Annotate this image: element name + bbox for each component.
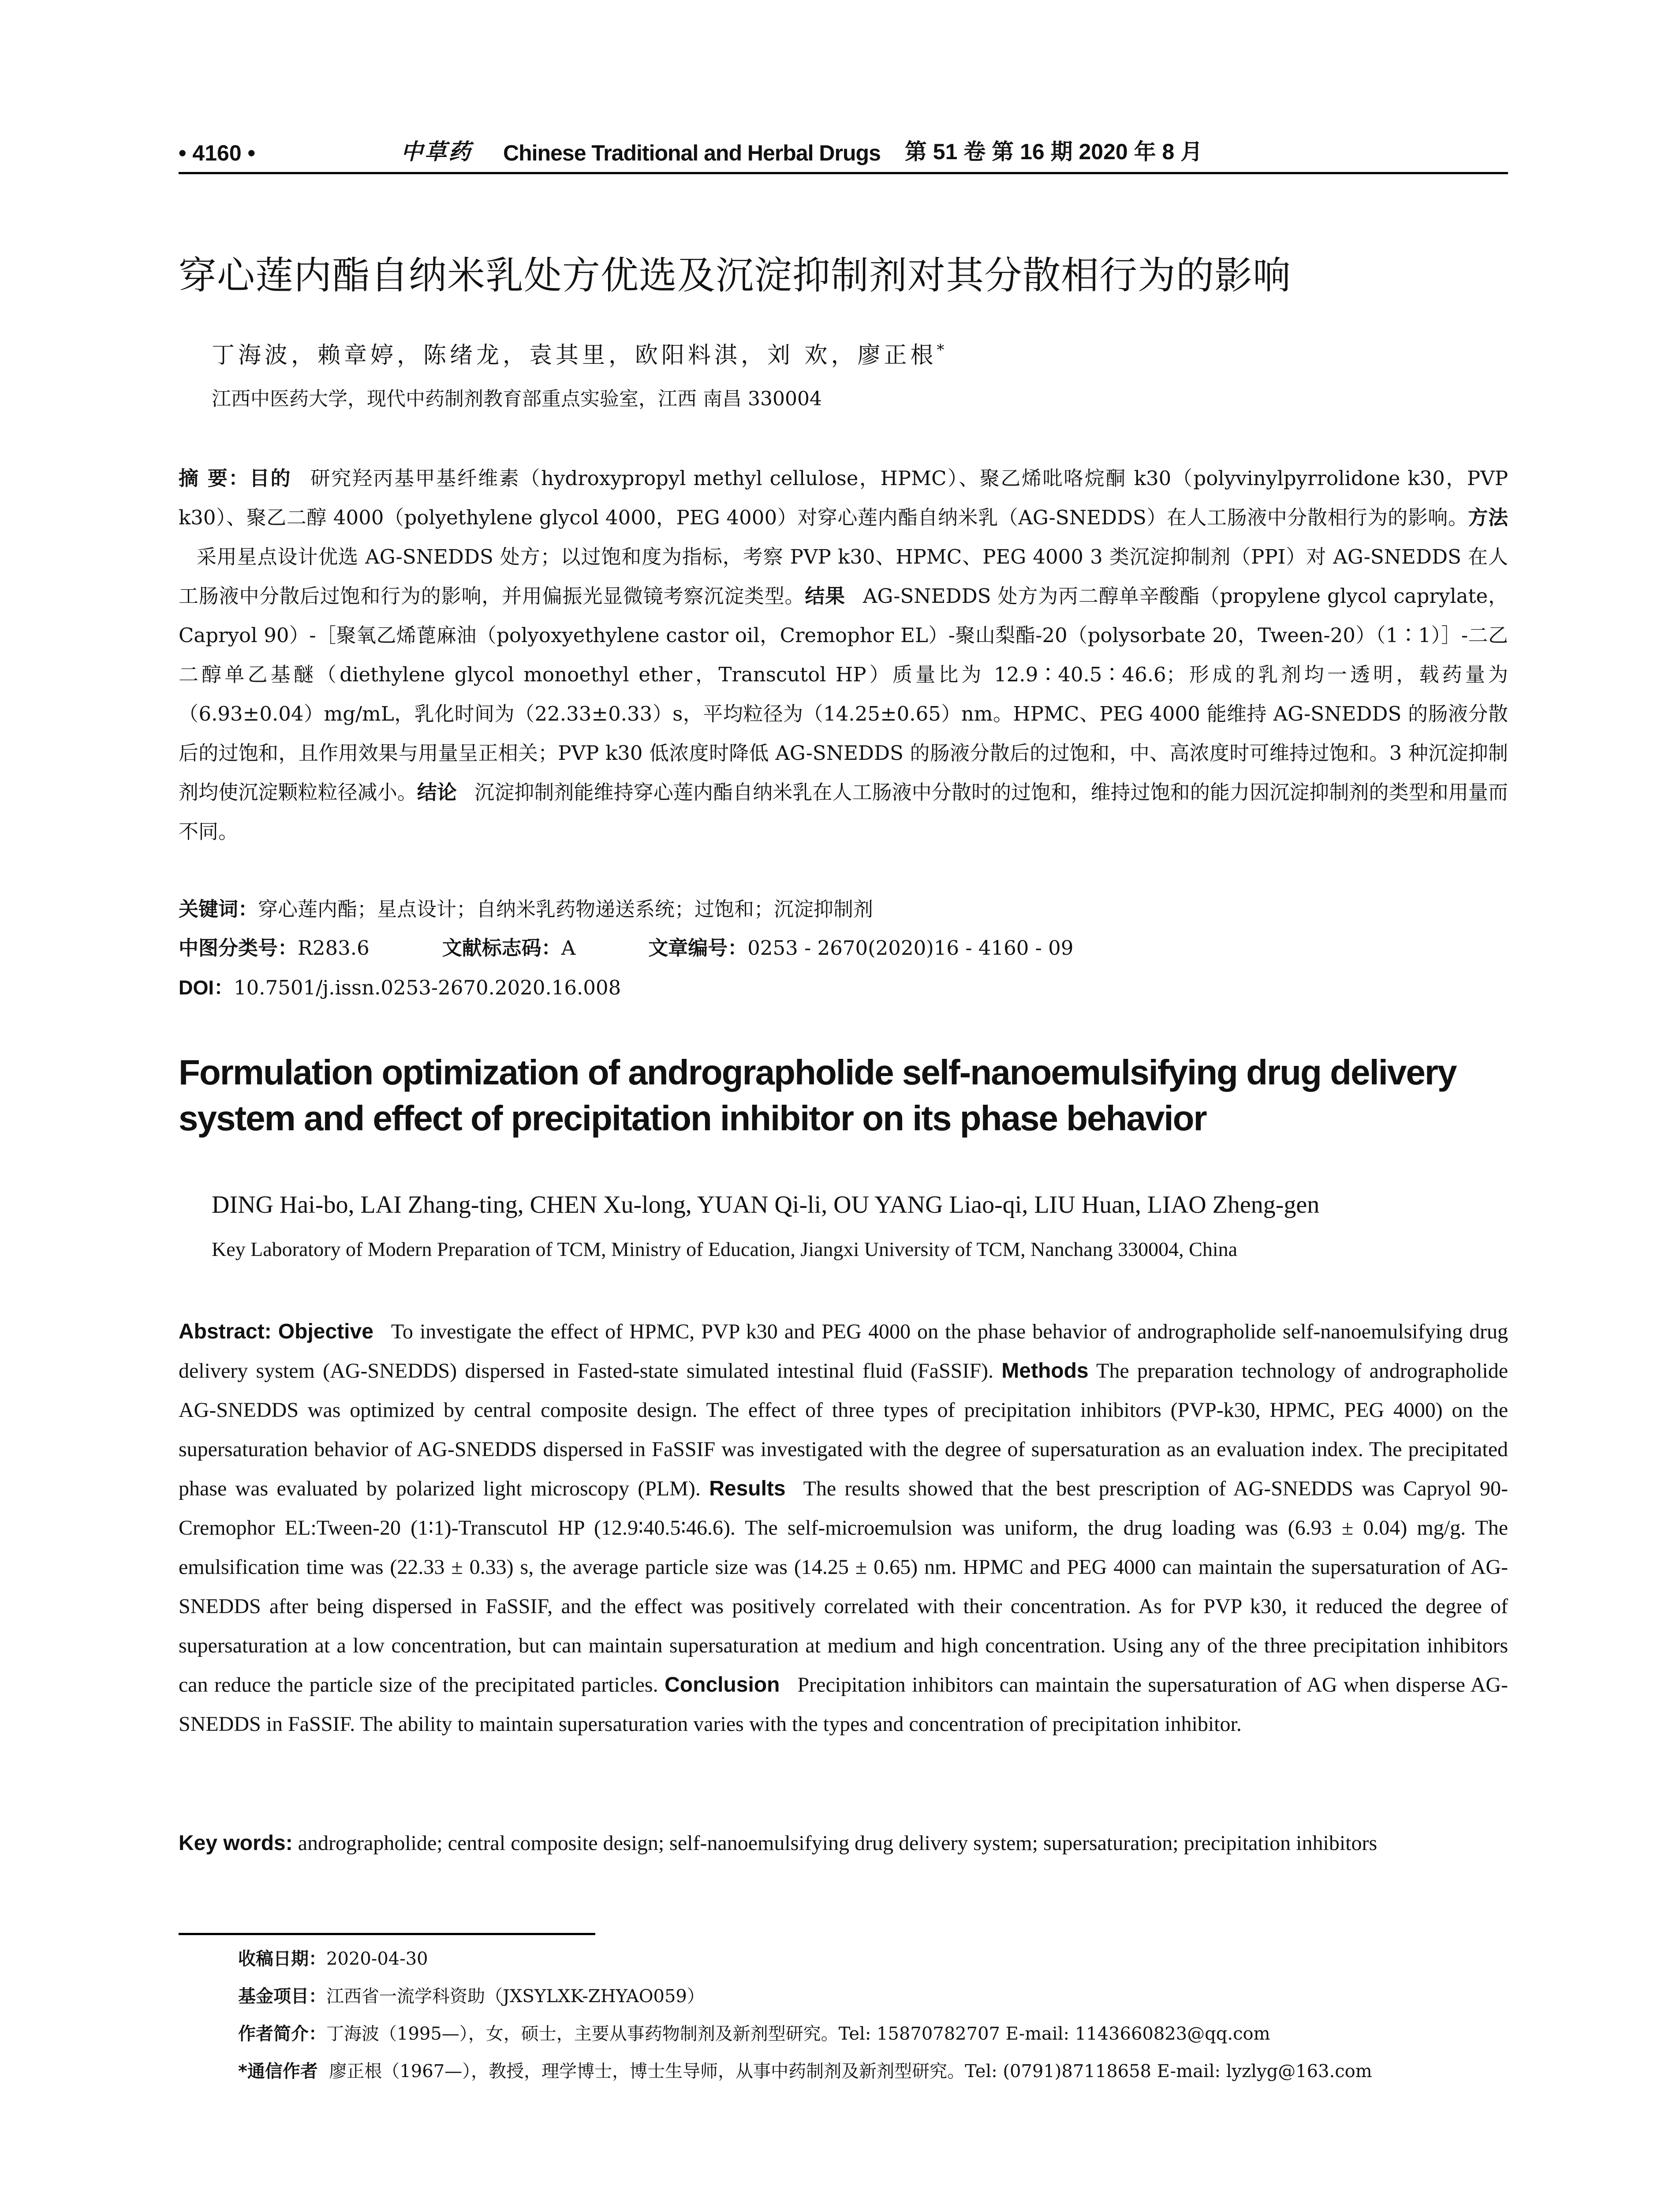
corr-text: 廖正根（1967—），教授，理学博士，博士生导师，从事中药制剂及新剂型研究。Tel: (0791)87118658 E-mail: lyzlyg@163.com: [329, 2061, 1372, 2082]
authors-cn: [212, 336, 1508, 370]
article-no-label: 文章编号：: [648, 936, 748, 960]
affiliation-en: Key Laboratory of Modern Preparation of TCM, Ministry of Education, Jiangxi University of TCM, Nanchang 330004, China: [212, 1238, 1238, 1260]
fund-text: 江西省一流学科资助（JXSYLXK-ZHYAO059）: [326, 1986, 705, 2007]
doc-code-label: 文献标志码：: [442, 936, 561, 960]
keywords-en-text: andrographolide; central composite design; self-nanoemulsifying drug delivery system; supersaturation; precipitation inhibitors: [298, 1831, 1378, 1855]
bio-text: 丁海波（1995—），女，硕士，主要从事药物制剂及新剂型研究。Tel: 15870782707 E-mail: 1143660823@qq.com: [326, 2024, 1270, 2044]
authors-en: DING Hai-bo, LAI Zhang-ting, CHEN Xu-long, YUAN Qi-li, OU YANG Liao-qi, LIU Huan, LIAO Zheng-gen: [212, 1191, 1320, 1218]
conclusion-cn-label: 结论: [417, 781, 457, 804]
footnote-bio: [238, 2015, 1508, 2053]
keywords-cn-text: 穿心莲内酯；星点设计；自纳米乳药物递送系统；过饱和；沉淀抑制剂: [258, 897, 874, 921]
keywords-en-label: Key words:: [179, 1831, 293, 1855]
classification-info: [179, 928, 1073, 968]
abstract-en: [179, 1312, 1508, 1744]
results-cn-text: AG-SNEDDS 处方为丙二醇单辛酸酯（propylene glycol caprylate，Capryol 90）-［聚氧乙烯蓖麻油（polyoxyethylene castor oil，Cremophor EL）-聚山梨酯-20（polysorbate 20，Tween-20）（1∶1）］-二乙二醇单乙基醚（diethylene glycol monoethyl ether，Transcutol HP）质量比为 12.9∶40.5∶46.6；形成的乳剂均一透明，载药量为（6.93±0.04）mg/mL，乳化时间为（22.33±0.33）s，平均粒径为（14.25±0.65）nm。HPMC、PEG 4000 能维持 AG-SNEDDS 的肠液分散后的过饱和，且作用效果与用量呈正相关；PVP k30 低浓度时降低 AG-SNEDDS 的肠液分散后的过饱和，中、高浓度时可维持过饱和。3 种沉淀抑制剂均使沉淀颗粒粒径减小。: [179, 584, 1508, 804]
doi-link[interactable]: 10.7501/j.issn.0253-2670.2020.16.008: [234, 976, 621, 999]
received-date: 2020-04-30: [326, 1949, 428, 1969]
article-no-value: 0253 - 2670(2020)16 - 4160 - 09: [747, 936, 1074, 960]
results-en-label: Results: [709, 1477, 786, 1500]
objective-en-label: Objective: [278, 1320, 373, 1343]
corr-label: *通信作者: [238, 2061, 318, 2082]
clc-label: 中图分类号：: [179, 936, 298, 960]
clc-value: R283.6: [298, 936, 370, 960]
corresponding-mark: *: [937, 341, 948, 359]
authors-cn-names: 丁海波，赖章婷，陈绪龙，袁其里，欧阳料淇，刘 欢，廖正根: [212, 342, 937, 369]
objective-cn-text: 研究羟丙基甲基纤维素（hydroxypropyl methyl cellulose，HPMC）、聚乙烯吡咯烷酮 k30（polyvinylpyrrolidone k30，PVP k30）、聚乙二醇 4000（polyethylene glycol 4000，PEG 4000）对穿心莲内酯自纳米乳（AG-SNEDDS）在人工肠液中分散相行为的影响。: [179, 467, 1508, 529]
footnote-received: [238, 1940, 1508, 1978]
page-number: • 4160 •: [179, 141, 256, 165]
bio-label: 作者简介：: [238, 2024, 326, 2044]
results-en-text: The results showed that the best prescription of AG-SNEDDS was Capryol 90-Cremophor EL:Tween-20 (1∶1)-Transcutol HP (12.9∶40.5∶46.6). The self-microemulsion was uniform, the drug loading was (6.93 ± 0.04) mg/g. The emulsification time was (22.33 ± 0.33) s, the average particle size was (14.25 ± 0.65) nm. HPMC and PEG 4000 can maintain the supersaturation of AG-SNEDDS after being dispersed in FaSSIF, and the effect was positively correlated with their concentration. As for PVP k30, it reduced the degree of supersaturation at a low concentration, but can maintain supersaturation at medium and high concentration. Using any of the three precipitation inhibitors can reduce the particle size of the precipitated particles.: [179, 1477, 1508, 1697]
objective-cn-label: 目的: [249, 467, 292, 490]
received-label: 收稿日期：: [238, 1949, 326, 1969]
objective-en-text: To investigate the effect of HPMC, PVP k30 and PEG 4000 on the phase behavior of andrographolide self-nanoemulsifying drug delivery system (AG-SNEDDS) dispersed in Fasted-state simulated intestinal fluid (FaSSIF).: [179, 1320, 1508, 1383]
journal-logo-cn: 中草药: [401, 138, 473, 164]
title-cn: 穿心莲内酯自纳米乳处方优选及沉淀抑制剂对其分散相行为的影响: [179, 254, 1291, 298]
title-en: Formulation optimization of andrographolide self-nanoemulsifying drug delivery system and effect of precipitation inhibitor on its phase behavior: [179, 1053, 1456, 1138]
keywords-en: [179, 1824, 1508, 1863]
keywords-cn: [179, 889, 1508, 929]
footnote-divider: [179, 1933, 595, 1935]
running-header: [179, 135, 1508, 174]
footnotes: [238, 1940, 1508, 2090]
methods-en-label: Methods: [1001, 1359, 1089, 1383]
doi-line: [179, 968, 1508, 1007]
footnote-fund: [238, 1978, 1508, 2015]
results-cn-label: 结果: [805, 584, 845, 608]
methods-en-text: The preparation technology of andrographolide AG-SNEDDS was optimized by central composite design. The effect of three types of precipitation inhibitors (PVP-k30, HPMC, PEG 4000) on the supersaturation behavior of AG-SNEDDS dispersed in FaSSIF was investigated with the degree of supersaturation as an evaluation index. The precipitated phase was evaluated by polarized light microscopy (PLM).: [179, 1359, 1508, 1500]
conclusion-cn-text: 沉淀抑制剂能维持穿心莲内酯自纳米乳在人工肠液中分散时的过饱和，维持过饱和的能力因沉淀抑制剂的类型和用量而不同。: [179, 781, 1508, 843]
keywords-cn-label: 关键词：: [179, 897, 258, 921]
doi-label: DOI：: [179, 976, 234, 999]
issue-info: 第 51 卷 第 16 期 2020 年 8 月: [904, 139, 1203, 164]
methods-cn-label: 方法: [1468, 506, 1508, 529]
methods-cn-text: 采用星点设计优选 AG-SNEDDS 处方；以过饱和度为指标，考察 PVP k30、HPMC、PEG 4000 3 类沉淀抑制剂（PPI）对 AG-SNEDDS 在人工肠液中分散后过饱和行为的影响，并用偏振光显微镜考察沉淀类型。: [179, 545, 1508, 608]
conclusion-en-text: Precipitation inhibitors can maintain the supersaturation of AG when disperse AG-SNEDDS in FaSSIF. The ability to maintain supersaturation varies with the types and concentration of precipitation inhibitor.: [179, 1673, 1508, 1736]
doc-code-value: A: [561, 936, 576, 960]
abstract-cn-label: 摘 要：: [179, 467, 250, 490]
footnote-corresponding: [238, 2053, 1508, 2090]
journal-name-en: Chinese Traditional and Herbal Drugs: [503, 141, 881, 165]
affiliation-cn: 江西中医药大学，现代中药制剂教育部重点实验室，江西 南昌 330004: [212, 388, 822, 410]
fund-label: 基金项目：: [238, 1986, 326, 2007]
conclusion-en-label: Conclusion: [665, 1673, 780, 1697]
abstract-en-label: Abstract:: [179, 1320, 272, 1343]
abstract-cn: [179, 459, 1508, 851]
